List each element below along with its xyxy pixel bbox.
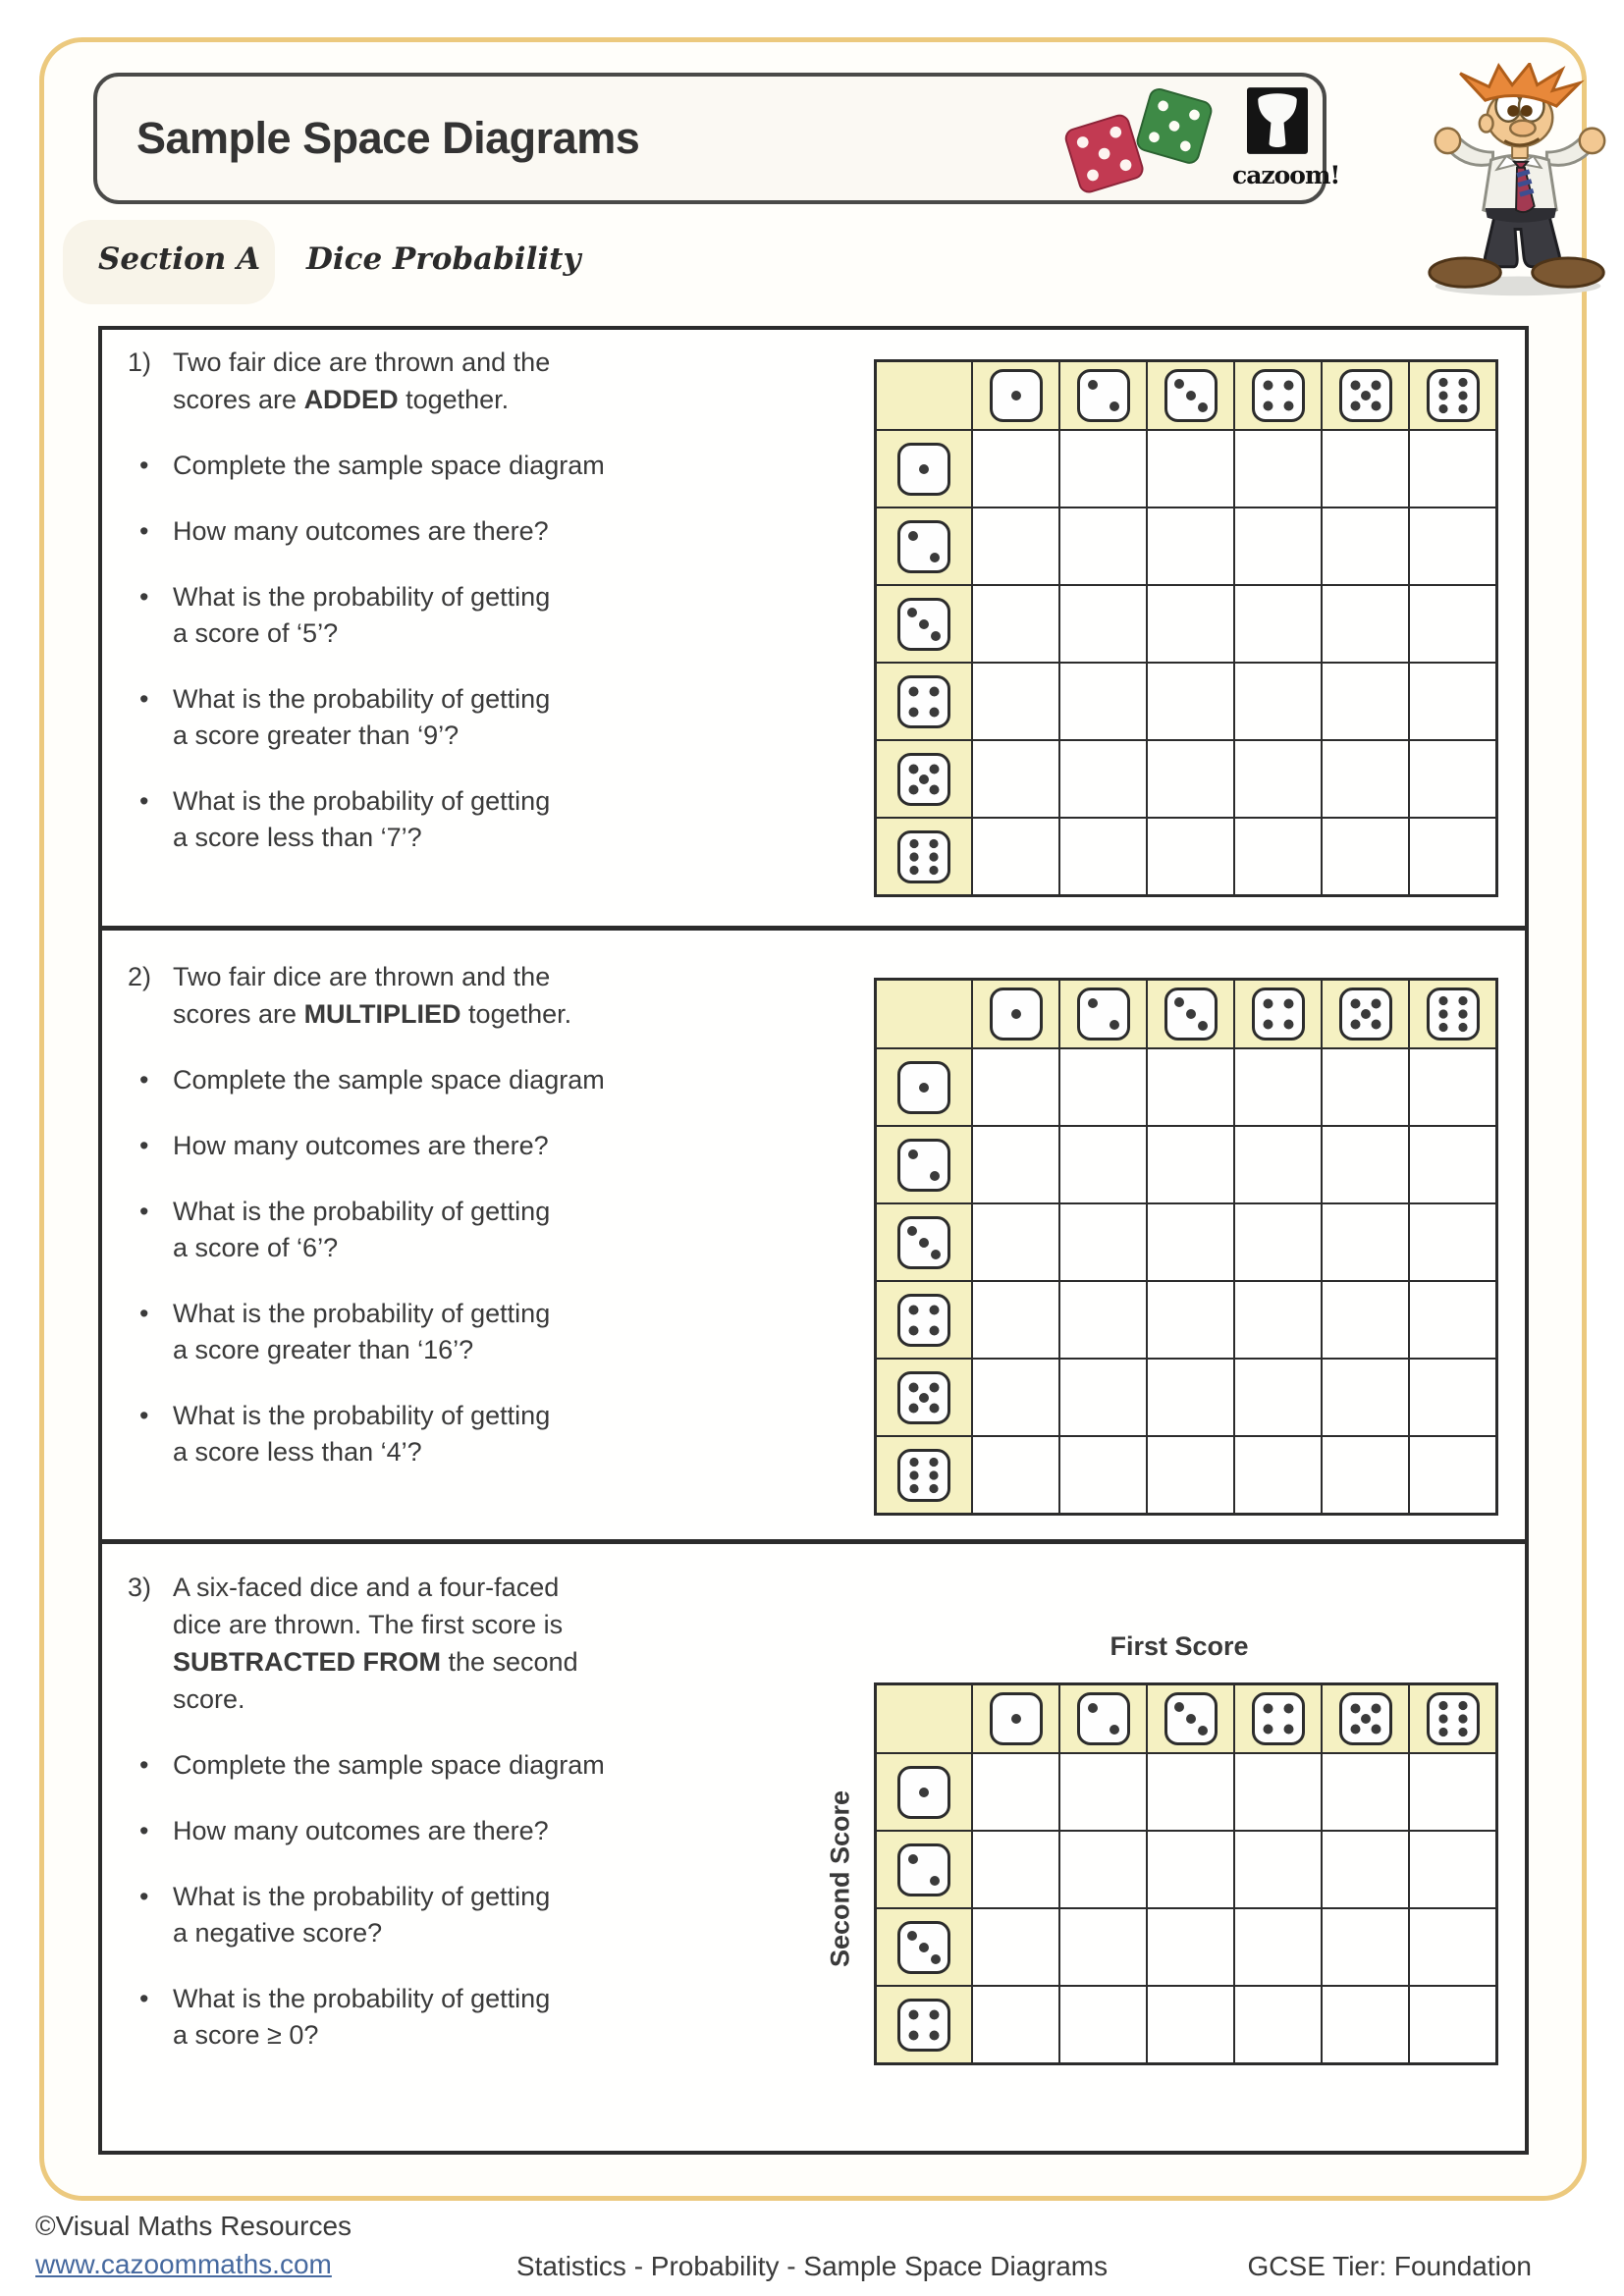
die-1-icon <box>989 1691 1044 1746</box>
column-header-die-4 <box>1234 980 1322 1049</box>
die-3-icon <box>1164 1691 1218 1746</box>
answer-cell[interactable] <box>972 1048 1059 1126</box>
answer-cell[interactable] <box>1147 740 1234 818</box>
sample-space-table-q1 <box>874 359 1498 897</box>
answer-cell[interactable] <box>1409 1908 1497 1986</box>
die-1-icon <box>989 368 1044 423</box>
answer-cell[interactable] <box>1322 1986 1409 2064</box>
answer-cell[interactable] <box>1409 1359 1497 1436</box>
question-2-intro-line: Two fair dice are thrown and the <box>173 962 551 991</box>
answer-cell[interactable] <box>1322 1831 1409 1908</box>
table-corner-cell <box>876 1684 973 1754</box>
answer-cell[interactable] <box>972 1281 1059 1359</box>
answer-cell[interactable] <box>1409 818 1497 896</box>
column-header-die-5 <box>1322 980 1409 1049</box>
bullet-item <box>128 448 844 484</box>
question-3-intro-line: A six-faced dice and a four-faced <box>173 1573 560 1602</box>
answer-cell[interactable] <box>1234 1753 1322 1831</box>
column-header-die-2 <box>1059 980 1147 1049</box>
answer-cell[interactable] <box>1409 430 1497 507</box>
question-1-intro-line: Two fair dice are thrown and the <box>173 347 551 377</box>
row-header-die-2 <box>876 1126 973 1203</box>
row-header-die-6 <box>876 1436 973 1515</box>
bullet-dot: • <box>139 1750 149 1780</box>
die-5-icon <box>896 1370 951 1425</box>
question-3-intro-line: score. <box>173 1684 245 1714</box>
answer-cell[interactable] <box>1234 585 1322 663</box>
bullet-line: a score of ‘5’? <box>173 618 339 648</box>
answer-cell[interactable] <box>1059 818 1147 896</box>
answer-cell[interactable] <box>1409 1126 1497 1203</box>
answer-cell[interactable] <box>1234 1908 1322 1986</box>
answer-cell[interactable] <box>1322 585 1409 663</box>
row-header-die-1 <box>876 1048 973 1126</box>
answer-cell[interactable] <box>1234 740 1322 818</box>
column-header-die-4 <box>1234 361 1322 431</box>
bullet-item <box>128 783 844 856</box>
die-5-icon <box>1338 987 1393 1041</box>
answer-cell[interactable] <box>1322 1908 1409 1986</box>
die-3-icon <box>1164 987 1218 1041</box>
answer-cell[interactable] <box>1147 818 1234 896</box>
website-link[interactable]: www.cazoommaths.com <box>35 2249 332 2279</box>
answer-cell[interactable] <box>1322 1048 1409 1126</box>
answer-cell[interactable] <box>1409 663 1497 740</box>
question-3-intro-line: SUBTRACTED FROM the second <box>173 1647 578 1677</box>
die-4-icon <box>896 1293 951 1348</box>
bullet-dot: • <box>139 1882 149 1911</box>
cazoom-logo <box>1232 86 1340 189</box>
answer-cell[interactable] <box>1409 507 1497 585</box>
question-2-intro-line: scores are MULTIPLIED together. <box>173 999 572 1029</box>
answer-cell[interactable] <box>1234 1436 1322 1515</box>
answer-cell[interactable] <box>1322 1436 1409 1515</box>
answer-cell[interactable] <box>1409 740 1497 818</box>
row-header-die-5 <box>876 1359 973 1436</box>
bullet-line: a score greater than ‘9’? <box>173 721 460 750</box>
die-3-icon <box>896 1920 951 1975</box>
bullet-dot: • <box>139 1131 149 1160</box>
row-header-die-4 <box>876 1986 973 2064</box>
answer-cell[interactable] <box>972 507 1059 585</box>
question-number: 1) <box>128 347 152 377</box>
page-title: Sample Space Diagrams <box>136 113 640 163</box>
die-4-icon <box>896 674 951 729</box>
die-6-icon <box>896 829 951 884</box>
bullet-dot: • <box>139 1816 149 1845</box>
bullet-item <box>128 513 844 550</box>
answer-cell[interactable] <box>1059 585 1147 663</box>
bullet-line: a score ≥ 0? <box>173 2020 319 2050</box>
bullet-item <box>128 579 844 652</box>
bullet-item <box>128 1296 844 1368</box>
answer-cell[interactable] <box>1409 1048 1497 1126</box>
answer-cell[interactable] <box>1147 585 1234 663</box>
answer-cell[interactable] <box>1059 430 1147 507</box>
answer-cell[interactable] <box>972 1359 1059 1436</box>
answer-cell[interactable] <box>1147 663 1234 740</box>
row-header-die-2 <box>876 1831 973 1908</box>
bullet-line: Complete the sample space diagram <box>173 1065 605 1095</box>
bullet-dot: • <box>139 1197 149 1226</box>
bullet-dot: • <box>139 1401 149 1430</box>
answer-cell[interactable] <box>972 1986 1059 2064</box>
answer-cell[interactable] <box>1322 1753 1409 1831</box>
bullet-item <box>128 1879 844 1951</box>
bullet-line: What is the probability of getting <box>173 1984 551 2013</box>
answer-cell[interactable] <box>1059 1986 1147 2064</box>
answer-cell[interactable] <box>1409 1986 1497 2064</box>
answer-cell[interactable] <box>1147 507 1234 585</box>
bullet-item <box>128 1062 844 1098</box>
column-header-die-5 <box>1322 361 1409 431</box>
section-divider <box>102 1539 1525 1544</box>
answer-cell[interactable] <box>1322 818 1409 896</box>
bullet-item <box>128 1128 844 1164</box>
cazoom-drum-icon <box>1247 86 1308 155</box>
question-3-heading <box>128 1569 844 1718</box>
answer-cell[interactable] <box>1322 507 1409 585</box>
question-1 <box>128 344 844 856</box>
answer-cell[interactable] <box>1409 1831 1497 1908</box>
questions-container <box>98 326 1529 2155</box>
row-header-die-2 <box>876 507 973 585</box>
die-1-icon <box>896 442 951 497</box>
die-2-icon <box>1076 987 1131 1041</box>
answer-cell[interactable] <box>1059 507 1147 585</box>
answer-cell[interactable] <box>1322 1359 1409 1436</box>
bullet-item <box>128 1747 844 1784</box>
column-header-die-6 <box>1409 361 1497 431</box>
bullet-dot: • <box>139 1299 149 1328</box>
column-header-die-2 <box>1059 1684 1147 1754</box>
die-1-icon <box>989 987 1044 1041</box>
answer-cell[interactable] <box>1147 1359 1234 1436</box>
second-score-axis-label: Second Score <box>825 1789 855 1968</box>
die-3-icon <box>896 597 951 652</box>
answer-cell[interactable] <box>1147 1753 1234 1831</box>
column-header-die-6 <box>1409 1684 1497 1754</box>
answer-cell[interactable] <box>1234 1048 1322 1126</box>
answer-cell[interactable] <box>972 1908 1059 1986</box>
die-1-icon <box>896 1765 951 1820</box>
bullet-line: How many outcomes are there? <box>173 516 549 546</box>
question-number: 2) <box>128 962 152 991</box>
answer-cell[interactable] <box>1234 1126 1322 1203</box>
bullet-line: a score less than ‘7’? <box>173 823 422 852</box>
answer-cell[interactable] <box>1322 663 1409 740</box>
bullet-item <box>128 1194 844 1266</box>
bullet-dot: • <box>139 1065 149 1095</box>
answer-cell[interactable] <box>1059 663 1147 740</box>
column-header-die-1 <box>972 1684 1059 1754</box>
answer-cell[interactable] <box>1234 1203 1322 1281</box>
column-header-die-3 <box>1147 361 1234 431</box>
question-3-intro-line: dice are thrown. The first score is <box>173 1610 564 1639</box>
section-label: Section A <box>98 241 261 277</box>
sample-space-table-q3 <box>874 1682 1498 2065</box>
answer-cell[interactable] <box>1059 1359 1147 1436</box>
answer-cell[interactable] <box>972 430 1059 507</box>
answer-cell[interactable] <box>1234 1281 1322 1359</box>
copyright-text: ©Visual Maths Resources <box>35 2211 352 2241</box>
topic-breadcrumb: Statistics - Probability - Sample Space Diagrams <box>515 2251 1109 2281</box>
answer-cell[interactable] <box>1234 1986 1322 2064</box>
question-2 <box>128 958 844 1470</box>
row-header-die-4 <box>876 1281 973 1359</box>
die-5-icon <box>1338 1691 1393 1746</box>
bullet-line: What is the probability of getting <box>173 1401 551 1430</box>
column-header-die-1 <box>972 361 1059 431</box>
answer-cell[interactable] <box>972 1203 1059 1281</box>
die-4-icon <box>896 1998 951 2053</box>
cazoom-logo-text: cazoom! <box>1232 161 1340 189</box>
answer-cell[interactable] <box>1059 1436 1147 1515</box>
answer-cell[interactable] <box>1234 818 1322 896</box>
answer-cell[interactable] <box>1147 1048 1234 1126</box>
answer-cell[interactable] <box>1147 1831 1234 1908</box>
row-header-die-4 <box>876 663 973 740</box>
answer-cell[interactable] <box>972 818 1059 896</box>
die-5-icon <box>1338 368 1393 423</box>
answer-cell[interactable] <box>1147 430 1234 507</box>
answer-cell[interactable] <box>1147 1908 1234 1986</box>
die-2-icon <box>896 1138 951 1193</box>
answer-cell[interactable] <box>1322 430 1409 507</box>
die-6-icon <box>896 1448 951 1503</box>
die-6-icon <box>1426 987 1481 1041</box>
column-header-die-2 <box>1059 361 1147 431</box>
answer-cell[interactable] <box>1147 1986 1234 2064</box>
bullet-dot: • <box>139 684 149 714</box>
answer-cell[interactable] <box>972 1436 1059 1515</box>
bullet-line: How many outcomes are there? <box>173 1816 549 1845</box>
die-1-icon <box>896 1060 951 1115</box>
column-header-die-3 <box>1147 980 1234 1049</box>
section-divider <box>102 926 1525 931</box>
row-header-die-1 <box>876 1753 973 1831</box>
sample-space-table-q2 <box>874 978 1498 1516</box>
row-header-die-1 <box>876 430 973 507</box>
answer-cell[interactable] <box>1059 1203 1147 1281</box>
answer-cell[interactable] <box>1234 1359 1322 1436</box>
question-1-intro-line: scores are ADDED together. <box>173 385 510 414</box>
bullet-dot: • <box>139 582 149 612</box>
bullet-line: What is the probability of getting <box>173 684 551 714</box>
row-header-die-3 <box>876 1203 973 1281</box>
table-corner-cell <box>876 980 973 1049</box>
die-3-icon <box>1164 368 1218 423</box>
bullet-line: a negative score? <box>173 1918 383 1948</box>
row-header-die-6 <box>876 818 973 896</box>
red-green-dice-icon <box>1055 80 1236 196</box>
table-corner-cell <box>876 361 973 431</box>
first-score-axis-label: First Score <box>1110 1631 1249 1661</box>
bullet-line: What is the probability of getting <box>173 1882 551 1911</box>
column-header-die-3 <box>1147 1684 1234 1754</box>
answer-cell[interactable] <box>1322 1203 1409 1281</box>
die-4-icon <box>1251 987 1306 1041</box>
bullet-item <box>128 681 844 754</box>
bullet-item <box>128 1813 844 1849</box>
section-title: Dice Probability <box>306 241 581 277</box>
die-2-icon <box>896 1842 951 1897</box>
answer-cell[interactable] <box>972 1126 1059 1203</box>
mascot-cartoon-boy-icon <box>1422 63 1614 300</box>
bullet-line: a score greater than ‘16’? <box>173 1335 474 1364</box>
column-header-die-5 <box>1322 1684 1409 1754</box>
answer-cell[interactable] <box>1322 1281 1409 1359</box>
die-2-icon <box>1076 368 1131 423</box>
answer-cell[interactable] <box>1234 507 1322 585</box>
bullet-line: What is the probability of getting <box>173 786 551 816</box>
bullet-line: a score less than ‘4’? <box>173 1437 422 1467</box>
answer-cell[interactable] <box>1147 1281 1234 1359</box>
bullet-item <box>128 1981 844 2054</box>
column-header-die-4 <box>1234 1684 1322 1754</box>
die-2-icon <box>1076 1691 1131 1746</box>
die-4-icon <box>1251 368 1306 423</box>
bullet-dot: • <box>139 1984 149 2013</box>
row-header-die-3 <box>876 585 973 663</box>
row-header-die-5 <box>876 740 973 818</box>
answer-cell[interactable] <box>1059 1831 1147 1908</box>
worksheet-header <box>93 73 1340 204</box>
bullet-line: Complete the sample space diagram <box>173 451 605 480</box>
answer-cell[interactable] <box>972 663 1059 740</box>
bullet-item <box>128 1398 844 1470</box>
answer-cell[interactable] <box>1322 740 1409 818</box>
answer-cell[interactable] <box>1234 1831 1322 1908</box>
answer-cell[interactable] <box>1409 1281 1497 1359</box>
answer-cell[interactable] <box>972 585 1059 663</box>
bullet-line: What is the probability of getting <box>173 582 551 612</box>
die-3-icon <box>896 1215 951 1270</box>
die-2-icon <box>896 519 951 574</box>
answer-cell[interactable] <box>1147 1126 1234 1203</box>
answer-cell[interactable] <box>972 740 1059 818</box>
die-6-icon <box>1426 1691 1481 1746</box>
column-header-die-1 <box>972 980 1059 1049</box>
answer-cell[interactable] <box>1059 1908 1147 1986</box>
bullet-line: What is the probability of getting <box>173 1299 551 1328</box>
bullet-dot: • <box>139 786 149 816</box>
bullet-line: Complete the sample space diagram <box>173 1750 605 1780</box>
answer-cell[interactable] <box>1059 1048 1147 1126</box>
answer-cell[interactable] <box>1059 740 1147 818</box>
answer-cell[interactable] <box>1234 663 1322 740</box>
answer-cell[interactable] <box>972 1831 1059 1908</box>
answer-cell[interactable] <box>1409 1436 1497 1515</box>
row-header-die-3 <box>876 1908 973 1986</box>
bullet-dot: • <box>139 451 149 480</box>
answer-cell[interactable] <box>1409 1203 1497 1281</box>
question-2-heading <box>128 958 844 1033</box>
bullet-line: a score of ‘6’? <box>173 1233 339 1262</box>
die-6-icon <box>1426 368 1481 423</box>
answer-cell[interactable] <box>972 1753 1059 1831</box>
answer-cell[interactable] <box>1409 585 1497 663</box>
bullet-line: What is the probability of getting <box>173 1197 551 1226</box>
answer-cell[interactable] <box>1059 1281 1147 1359</box>
die-5-icon <box>896 752 951 807</box>
bullet-line: How many outcomes are there? <box>173 1131 549 1160</box>
die-4-icon <box>1251 1691 1306 1746</box>
answer-cell[interactable] <box>1322 1126 1409 1203</box>
answer-cell[interactable] <box>1059 1126 1147 1203</box>
tier-label: GCSE Tier: Foundation <box>1247 2251 1532 2281</box>
answer-cell[interactable] <box>1409 1753 1497 1831</box>
bullet-dot: • <box>139 516 149 546</box>
answer-cell[interactable] <box>1147 1436 1234 1515</box>
question-1-heading <box>128 344 844 418</box>
question-3 <box>128 1569 844 2054</box>
column-header-die-6 <box>1409 980 1497 1049</box>
question-number: 3) <box>128 1573 152 1602</box>
answer-cell[interactable] <box>1147 1203 1234 1281</box>
answer-cell[interactable] <box>1059 1753 1147 1831</box>
answer-cell[interactable] <box>1234 430 1322 507</box>
